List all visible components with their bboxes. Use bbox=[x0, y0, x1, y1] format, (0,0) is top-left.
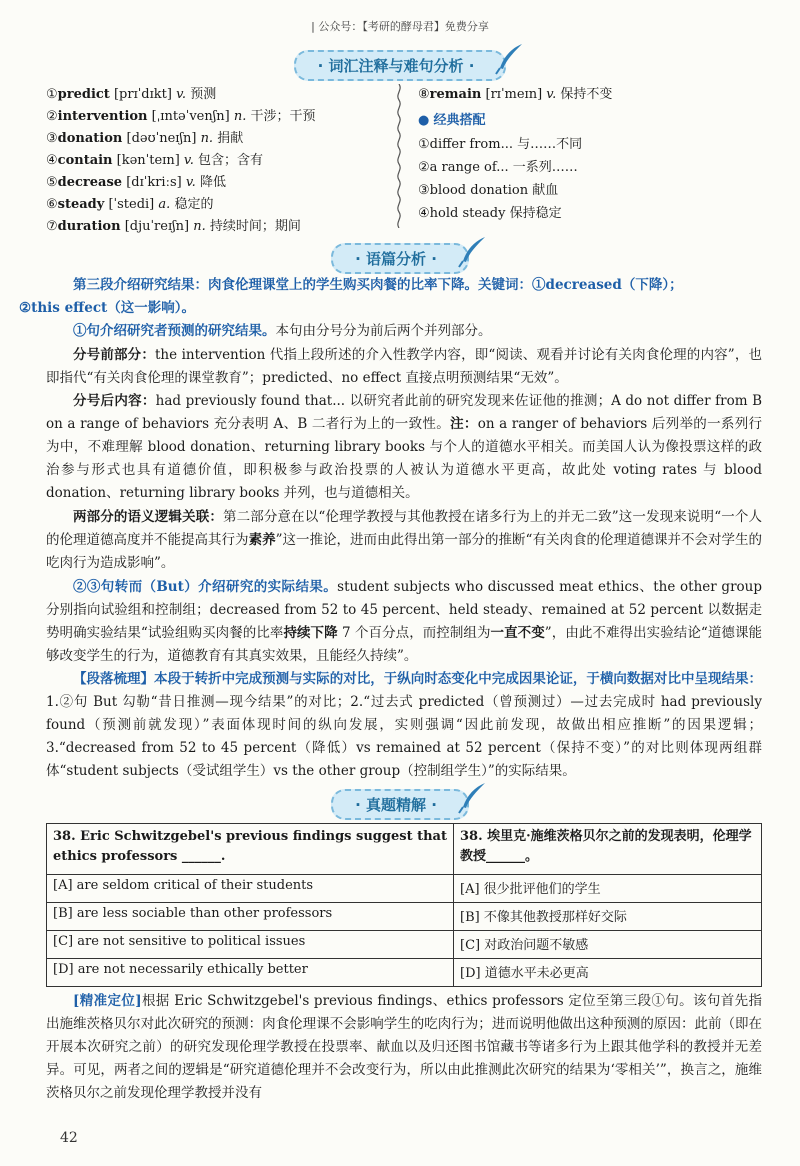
text-analysis-banner-pill bbox=[331, 243, 469, 274]
option-en: [C] are not sensitive to political issues bbox=[47, 931, 454, 959]
bullet-icon: ● bbox=[418, 113, 430, 128]
vocab-item: ⑧remain [rɪˈmeɪn] v. 保持不变 bbox=[418, 87, 613, 102]
sentence-2-3-analysis: ②③句转而（But）介绍研究的实际结果。student subjects who discussed meat ethics、the other group 分别指向试验组和控制组；decreased from 52 to 45 percent、held steady、remained at 52 percent 以数据走势明确实验结果“试验组购买肉餐的比率持续下降 7 个百分点，而控制组为一直不变”，由此不难得出实验结论“道德课能够改变学生的行为，道德教育有其真实效果，且能经久持续”。 bbox=[46, 579, 763, 664]
vocab-item: ⑥steady [ˈstedi] a. 稳定的 bbox=[46, 197, 214, 212]
sentence-1-analysis: ①句介绍研究者预测的研究结果。本句由分号分为前后两个并列部分。 bbox=[73, 323, 492, 339]
question-stem-en: 38. Eric Schwitzgebel's previous findings suggest that ethics professors ______. bbox=[47, 824, 454, 875]
option-zh: [C] 对政治问题不敏感 bbox=[454, 931, 762, 959]
vocab-item: ⑦duration [djuˈreɪʃn] n. 持续时间；期间 bbox=[46, 219, 301, 234]
collocation-item: ①differ from... 与……不同 bbox=[418, 137, 583, 152]
option-en: [B] are less sociable than other professors bbox=[47, 903, 454, 931]
vocab-item: ②intervention [ˌɪntəˈvenʃn] n. 干涉；干预 bbox=[46, 109, 316, 124]
option-en: [A] are seldom critical of their students bbox=[47, 875, 454, 903]
vocab-item: ④contain [kənˈteɪn] v. 包含；含有 bbox=[46, 153, 263, 168]
exam-banner-title: · 真题精解 · bbox=[355, 796, 437, 814]
option-row bbox=[47, 903, 762, 931]
logic-relation-paragraph: 两部分的语义逻辑关联：第二部分意在以“伦理学教授与其他教授在诸多行为上的并无二致”这一发现来说明“一个人的伦理道德高度并不能提高其行为素养”这一推论，进而由此得出第一部分的推断“有关肉食的伦理道德课并不会对学生的吃肉行为造成影响”。 bbox=[46, 509, 763, 571]
question-table bbox=[46, 823, 762, 987]
exam-banner bbox=[0, 789, 800, 820]
analysis-intro: 第三段介绍研究结果：肉食伦理课堂上的学生购买肉餐的比率下降。关键词：①decreased（下降）； ②this effect（这一影响）。 bbox=[19, 277, 683, 316]
option-row bbox=[47, 875, 762, 903]
vocab-item: ①predict [prɪˈdɪkt] v. 预测 bbox=[46, 87, 217, 102]
paragraph-summary: 【段落梳理】本段于转折中完成预测与实际的对比，于纵向时态变化中完成因果论证，于横向数据对比中呈现结果：1.②句 But 勾勒“昔日推测—现今结果”的对比；2.“过去式 predicted（曾预测过）—过去完成时 had previously found（预测前就发现）”表面体现时间的纵向发展，实则强调“因此前发现，故做出相应推断”的因果逻辑；3.“decreased from 52 to 45 percent（降低）vs remained at 52 percent（保持不变）”的对比则体现两组群体“student subjects（受试组学生）vs the other group（控制组学生）”的实际结果。 bbox=[46, 671, 762, 779]
collocation-item: ③blood donation 献血 bbox=[418, 183, 559, 198]
option-zh: [D] 道德水平未必更高 bbox=[454, 959, 762, 987]
text-analysis-banner bbox=[0, 243, 800, 274]
page-header: | 公众号：【考研的酵母君】免费分享 bbox=[311, 20, 489, 33]
option-row bbox=[47, 931, 762, 959]
option-en: [D] are not necessarily ethically better bbox=[47, 959, 454, 987]
spiral-binding-divider bbox=[395, 84, 403, 228]
precise-location-paragraph: [精准定位]根据 Eric Schwitzgebel's previous findings、ethics professors 定位至第三段①句。该句首先指出施维茨格贝尔对此次研究的预测：肉食伦理课不会影响学生的吃肉行为；进而说明他做出这种预测的原因：此前（即在开展本次研究之前）的研究发现伦理学教授在投票率、献血以及归还图书馆藏书等诸多行为上跟其他学科的教授并无差异。可见，两者之间的逻辑是“研究道德伦理并不会改变行为，所以由此推测此次研究的结果为‘零相关’”，换言之，施维茨格贝尔之前发现伦理学教授并没有 bbox=[46, 993, 762, 1101]
option-row bbox=[47, 959, 762, 987]
quill-icon bbox=[492, 42, 526, 76]
vocab-item: ③donation [dəʊˈneɪʃn] n. 捐献 bbox=[46, 131, 244, 146]
text-analysis-banner-title: · 语篇分析 · bbox=[355, 250, 437, 268]
collocation-item: ②a range of... 一系列…… bbox=[418, 160, 578, 175]
exam-banner-pill bbox=[331, 789, 469, 820]
before-semicolon-paragraph: 分号前部分：the intervention 代指上段所述的介入性教学内容，即“阅读、观看并讨论有关肉食伦理的内容”，也即指代“有关肉食伦理的课堂教育”；predicted、no effect 直接点明预测结果“无效”。 bbox=[46, 347, 763, 386]
vocab-banner bbox=[0, 50, 800, 81]
option-zh: [A] 很少批评他们的学生 bbox=[454, 875, 762, 903]
page-number: 42 bbox=[60, 1130, 78, 1146]
vocab-banner-title: · 词汇注释与难句分析 · bbox=[317, 57, 475, 75]
quill-icon bbox=[455, 235, 489, 269]
question-stem-zh: 38. 埃里克·施维茨格贝尔之前的发现表明，伦理学教授______。 bbox=[454, 824, 762, 875]
vocab-item: ⑤decrease [dɪˈkriːs] v. 降低 bbox=[46, 175, 226, 190]
option-zh: [B] 不像其他教授那样好交际 bbox=[454, 903, 762, 931]
quill-icon bbox=[455, 781, 489, 815]
vocab-banner-pill bbox=[294, 50, 507, 81]
collocation-heading: ● 经典搭配 bbox=[418, 113, 486, 128]
collocation-item: ④hold steady 保持稳定 bbox=[418, 206, 562, 221]
question-row bbox=[47, 824, 762, 875]
after-semicolon-paragraph: 分号后内容：had previously found that... 以研究者此前的研究发现来佐证他的推测；A do not differ from B on a range of behaviors 充分表明 A、B 二者行为上的一致性。注：on a ranger of behaviors 后列举的一系列行为中，不难理解 blood donation、returning library books 与个人的道德水平相关。而美国人认为像投票这样的政治参与形式也具有道德价值，即积极参与政治投票的人被认为道德水平更高，故此处 voting rates 与 blood donation、returning library books 并列，也与道德相关。 bbox=[46, 393, 763, 501]
